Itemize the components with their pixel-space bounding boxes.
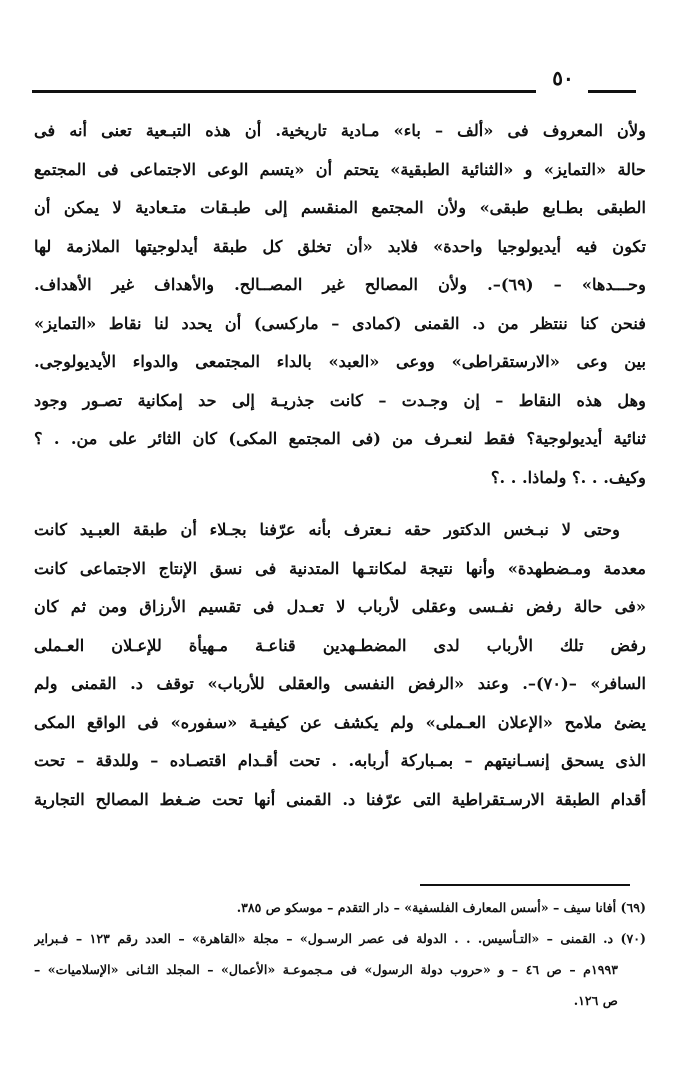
footnote-line: ١٩٩٣م – ص ٤٦ – و «حروب دولة الرسول» فى مـجموعـة «الأعمال» – المجلد الثـانى «الإسلاميات» – [34, 962, 619, 977]
header-rule-short [588, 90, 636, 93]
text-line: يضئ ملامح «الإعلان العـملى» ولم يكشف عن كيفيـة «سفوره» فى الواقع المكى [34, 712, 646, 732]
text-line: ولأن المعروف فى «ألف – باء» مـادية تاريخية. أن هذه التبـعية تعنى أنه فى [34, 121, 646, 140]
text-line: حالة «التمايز» و «الثنائية الطبقية» يتحتم أن «يتسم الوعى الاجتماعى فى المجتمع [34, 159, 646, 179]
text-line: وكيف. . .؟ ولماذا. . .؟ [490, 467, 646, 487]
paragraph-gap [34, 497, 646, 511]
text-line: أقدام الطبقة الارسـتقراطية التى عرّفنا د. القمنى أنها تحت ضـغط المصالح التجارية [34, 789, 646, 809]
header-rule-long [32, 90, 536, 93]
footnote-line: ص ١٢٦. [573, 993, 618, 1008]
text-line: تكون فيه أيديولوجيا واحدة» فلابد «أن تخلق كل طبقة أيدلوجيتها الملازمة لها [34, 236, 646, 256]
page-number: ٥٠ [552, 66, 574, 90]
text-line: فنحن كنا ننتظر من د. القمنى (كمادى – ماركسى) أن يحدد لنا نقاط «التمايز» [34, 313, 646, 333]
text-line: الذى يسحق إنسـانيتهم – بمـباركة أربابه. . تحت أقـدام اقتصـاده – وللدقة – تحت [34, 751, 646, 770]
footnote-rule [420, 884, 630, 886]
footnotes [34, 892, 646, 1016]
text-line: وهل هذه النقاط – إن وجـدت – كانت جذريـة إلى حد إمكانية تصـور وجود [34, 390, 646, 410]
text-line: السافر» –(٧٠)–. وعند «الرفض النفسى والعقلى للأرباب» توقف د. القمنى ولم [34, 674, 646, 693]
text-line: بين وعى «الارستقراطى» ووعى «العبد» بالداء المجتمعى والدواء الأيديولوجى. [34, 352, 646, 371]
text-line: معدمة ومـضطهدة» وأنها نتيجة لمكانتـها المتدنية فى نسق الإنتاج الاجتماعى كانت [34, 558, 646, 578]
main-text [34, 112, 646, 819]
footnote-line: (٦٩) أفانا سيف – «أسس المعارف الفلسفية» – دار التقدم – موسكو ص ٣٨٥. [236, 900, 646, 915]
footnote-line: (٧٠) د. القمنى – «التـأسيس. . . الدولة فى عصر الرسـول» – مجلة «القاهرة» – العدد رقم ١٢٣ – فـبراير [34, 931, 646, 946]
text-line: رفض تلك الأرباب لدى المضطـهدين قناعـة مـهيأة للإعـلان العـملى [34, 635, 646, 655]
text-line: وحتى لا نبـخس الدكتور حقه نـعترف بأنه عرّفنا بجـلاء أن طبقة العبـيد كانت [34, 520, 620, 539]
text-line: وحـــدها» – (٦٩)–. ولأن المصالح غير المصــالح. والأهداف غير الأهداف. [34, 275, 646, 294]
text-line: «فى حالة رفض نفـسى وعقلى لأرباب لا تعـدل فى تقسيم الأرزاق ومن ثم كان [34, 597, 646, 616]
text-line: الطبقى بطـابع طبقى» ولأن المجتمع المنقسم إلى طبـقات متـعادية لا يمكن أن [34, 198, 646, 217]
text-line: ثنائية أيديولوجية؟ فقط لنعـرف من (فى المجتمع المكى) كان الثائر على من. . ؟ [34, 429, 646, 448]
